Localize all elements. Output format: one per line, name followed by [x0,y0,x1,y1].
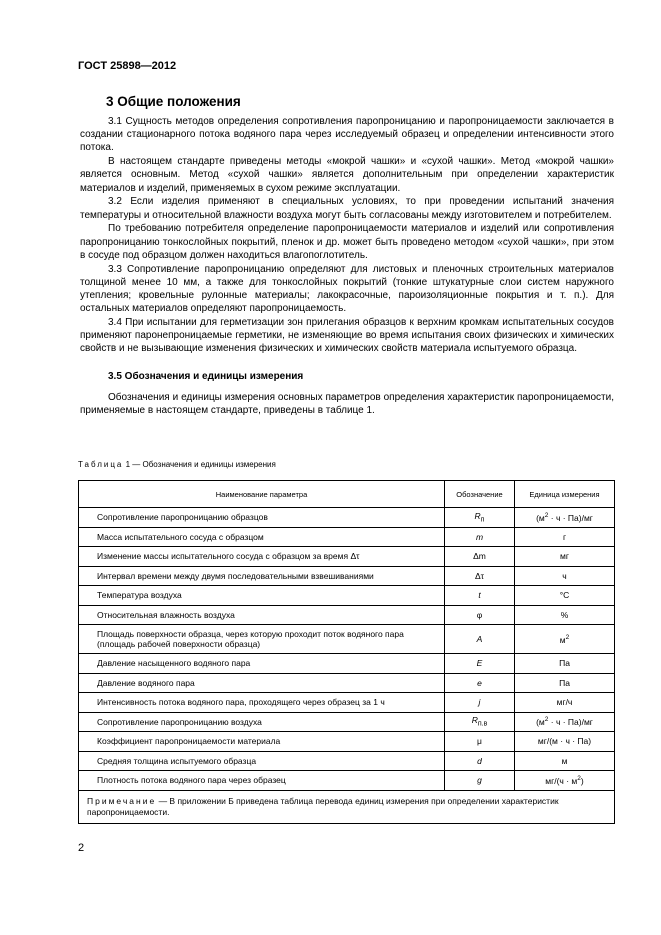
unit-text: Па [559,677,570,688]
symbol-letter: E [476,658,483,669]
unit-text: % [560,609,569,620]
parameter-name: Средняя толщина испытуемого образца [79,751,445,771]
parameter-unit [515,732,615,752]
table-row [79,527,615,547]
paragraph-3-1: 3.1 Сущность методов определения сопротивления паропроницанию и паропроницаемости заключается в создании стационарного потока водяного пара через исследуемый образец и определении интенсивности этого потока. [80,116,614,154]
unit-text: (м [536,717,545,728]
symbol-letter: φ [476,609,483,620]
table-row [79,625,615,654]
parameter-unit [515,771,615,791]
unit-text: г [562,531,567,542]
symbol-letter: R [471,715,478,726]
parameter-symbol [445,625,515,654]
subsection-title: 3.5 Обозначения и единицы измерения [108,370,304,382]
symbol-letter: m [475,531,484,542]
document-header: ГОСТ 25898—2012 [78,60,177,72]
unit-text: (м [536,512,545,523]
header-parameter-name: Наименование параметра [79,481,445,508]
unit-superscript: 2 [544,716,549,724]
parameter-unit [515,673,615,693]
parameter-unit [515,605,615,625]
table-row [79,732,615,752]
symbol-letter: Δτ [474,570,485,581]
subsection-text: Обозначения и единицы измерения основных параметров определения характеристик паропроницаемости, применяемые в настоящем стандарте, приведены в таблице 1. [80,391,614,417]
parameter-name: Интервал времени между двумя последовательными взвешиваниями [79,566,445,586]
symbol-letter: d [477,755,482,766]
table-row [79,693,615,713]
symbol-subscript: п.в [477,721,488,729]
page-number: 2 [78,842,85,854]
parameter-name: Давление водяного пара [79,673,445,693]
unit-text: Па [559,658,570,669]
note-lead: Примечание [87,795,157,806]
parameter-symbol [445,693,515,713]
unit-text: °C [559,590,570,601]
parameter-unit [515,712,615,732]
unit-superscript: 2 [565,633,570,641]
unit-text: м [561,755,568,766]
symbol-letter: μ [477,736,482,747]
parameter-symbol [445,751,515,771]
table-note [79,790,615,823]
note-text: — В приложении Б приведена таблица перевода единиц измерения при определении характеристик паропроницаемости. [87,795,559,817]
unit-superscript: 2 [577,774,581,782]
section-title: 3 Общие положения [106,94,241,109]
parameter-unit [515,586,615,606]
parameter-unit [515,693,615,713]
table-row [79,586,615,606]
parameter-symbol [445,605,515,625]
parameter-name: Температура воздуха [79,586,445,606]
paragraph-methods: В настоящем стандарте приведены методы «мокрой чашки» и «сухой чашки». Метод «мокрой чашки» является основным. Метод «сухой чашки» является дополнительным при определении характеристик материалов и изделий, применяемых в сухом режиме эксплуатации. [80,156,614,194]
paragraph-3-3: 3.3 Сопротивление паропроницанию определяют для листовых и пленочных строительных материалов толщиной менее 10 мм, а также для тонкослойных покрытий (тонкие штукатурные слои систем наружного утепления; кровельные рулонные материалы; лакокрасочные, пароизоляционные покрытия и т. п.). Для остальных материалов определяют паропроницаемость. [80,263,614,315]
symbol-letter: t [478,590,481,601]
unit-tail: · ч · Па)/мг [548,512,593,523]
parameter-unit [515,527,615,547]
parameter-symbol [445,732,515,752]
table-caption-lead: Таблица [78,460,124,469]
parameter-symbol [445,771,515,791]
symbol-letter: g [477,775,482,786]
header-unit: Единица измерения [515,481,615,508]
symbol-letter: A [476,634,483,644]
parameter-symbol [445,712,515,732]
parameter-symbol [445,673,515,693]
parameter-name: Коэффициент паропроницаемости материала [79,732,445,752]
table-caption-rest: 1 — Обозначения и единицы измерения [123,460,276,469]
parameter-unit [515,751,615,771]
symbol-letter: R [474,510,481,521]
unit-text: мг/ч [556,697,573,708]
table-row [79,547,615,567]
symbol-letter: Δm [473,551,486,562]
parameters-table [78,480,615,824]
paragraph-3-4: 3.4 При испытании для герметизации зон прилегания образцов к верхним кромкам испытательных сосудов применяют паронепроницаемые герметики, не изменяющие во время испытания своих физических и химических свойств и не вызывающие изменения физических и химических свойств материала испытуемого образца. [80,317,614,355]
table-row [79,771,615,791]
table-row [79,508,615,528]
unit-superscript: 2 [544,511,549,519]
parameter-name: Масса испытательного сосуда с образцом [79,527,445,547]
parameter-name: Давление насыщенного водяного пара [79,654,445,674]
parameter-symbol [445,527,515,547]
unit-text: м [559,634,566,645]
parameter-name: Сопротивление паропроницанию воздуха [79,712,445,732]
symbol-letter: e [477,677,482,688]
parameter-symbol [445,508,515,528]
table-row [79,605,615,625]
table-row [79,751,615,771]
parameter-name: Интенсивность потока водяного пара, проходящего через образец за 1 ч [79,693,445,713]
parameter-name: Площадь поверхности образца, через которую проходит поток водяного пара (площадь рабочей поверхности образца) [79,625,445,654]
unit-text: мг [560,551,569,562]
table-row [79,673,615,693]
symbol-letter: j [478,697,481,708]
parameter-unit [515,566,615,586]
parameter-unit [515,547,615,567]
parameter-symbol [445,586,515,606]
parameter-name: Относительная влажность воздуха [79,605,445,625]
paragraph-consumer: По требованию потребителя определение паропроницаемости материалов и изделий или сопротивления паропроницанию тонкослойных покрытий, пленок и др. может быть проведено методом «сухой чашки», при этом в сосуде под образцом должен находиться влагопоглотитель. [80,223,614,261]
table-row [79,654,615,674]
table-row [79,566,615,586]
table-note-row [79,790,615,823]
parameter-name: Сопротивление паропроницанию образцов [79,508,445,528]
paragraph-3-2: 3.2 Если изделия применяют в специальных условиях, то при проведении испытаний значения температуры и относительной влажности воздуха могут быть согласованы между изготовителем и потребителем. [80,196,614,221]
parameter-symbol [445,566,515,586]
parameter-name: Плотность потока водяного пара через образец [79,771,445,791]
section-body [80,115,614,417]
table-caption [78,460,276,469]
table-header-row [79,481,615,508]
unit-text: ч [562,570,567,581]
parameter-symbol [445,547,515,567]
table-row [79,712,615,732]
unit-text: мг/(м · ч · Па) [537,736,592,747]
parameter-unit [515,654,615,674]
unit-tail: ) [580,775,584,786]
parameter-symbol [445,654,515,674]
parameter-name: Изменение массы испытательного сосуда с образцом за время Δτ [79,547,445,567]
unit-text: мг/(ч · м [545,775,578,786]
unit-tail: · ч · Па)/мг [548,717,593,728]
parameter-unit [515,508,615,528]
header-symbol: Обозначение [445,481,515,508]
parameter-unit [515,625,615,654]
symbol-subscript: п [480,516,485,524]
